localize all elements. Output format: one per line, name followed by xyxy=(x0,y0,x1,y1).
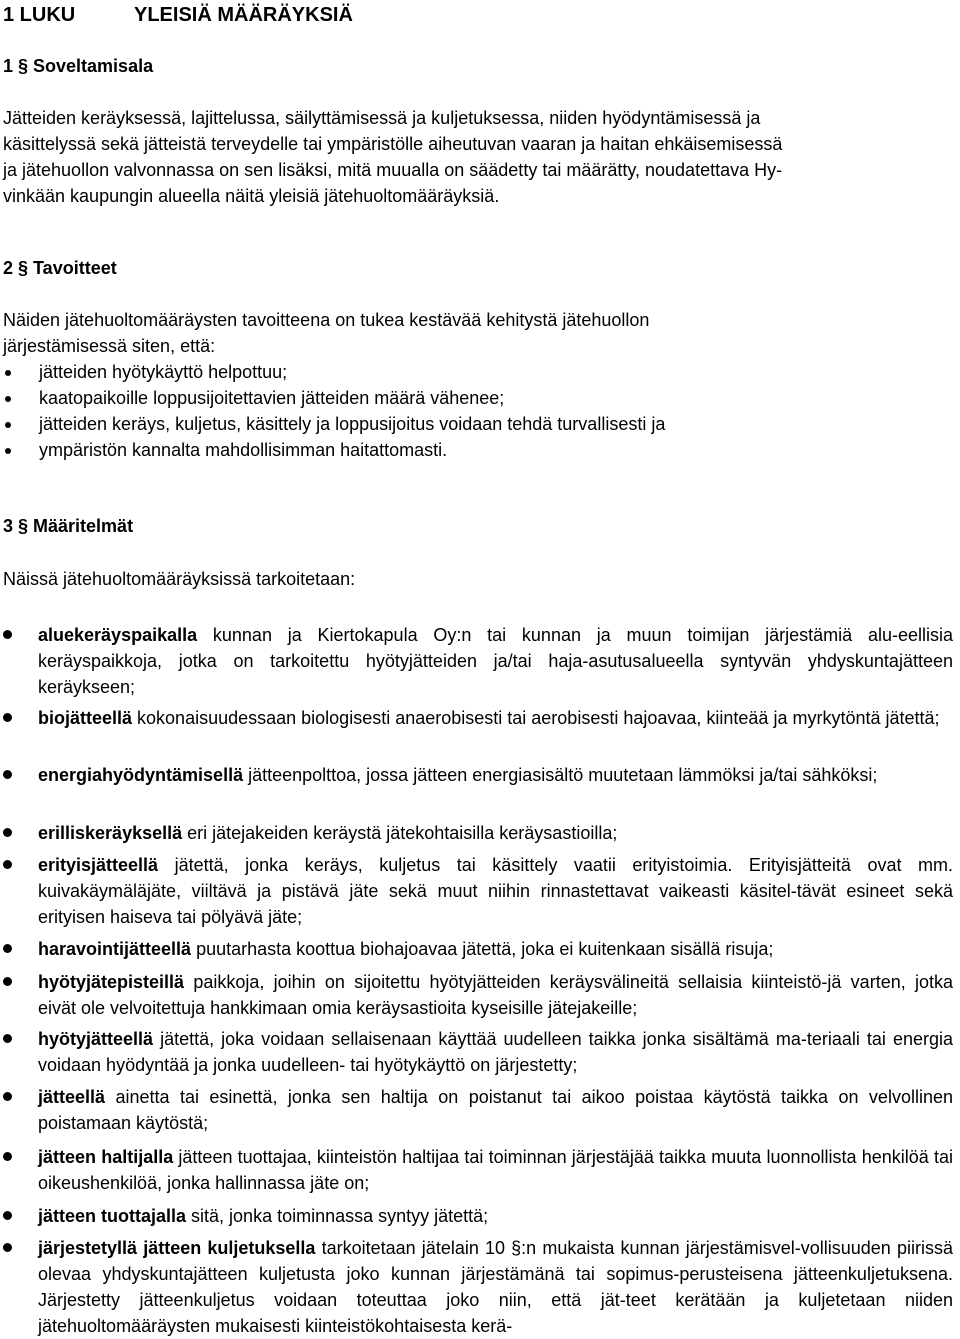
definition-item xyxy=(3,1026,957,1078)
definition-text: ainetta tai esinettä, jonka sen haltija on poistanut tai aikoo poistaa käytöstä taikka on velvollinen poistamaan käytöstä; xyxy=(38,1087,953,1133)
section-2-intro xyxy=(3,307,957,359)
bullet-icon xyxy=(3,944,12,953)
paragraph-line: vinkään kaupungin alueella näitä yleisiä jätehuoltomääräyksiä. xyxy=(3,186,500,206)
bullet-icon xyxy=(3,1092,12,1101)
definition-term: jätteen tuottajalla xyxy=(38,1206,187,1226)
definition-term: jätteellä xyxy=(38,1087,106,1107)
bullet-icon xyxy=(3,977,12,986)
definition-text: jätettä, joka voidaan sellaisenaan käyttää uudelleen taikka jonka sisältämä ma-teriaali tai energia voidaan hyödyntää ja jonka uudelleen- tai hyötykäyttö on järjestetty; xyxy=(38,1029,953,1075)
definition-item xyxy=(3,622,957,700)
bullet-icon xyxy=(3,860,12,869)
list-item: jätteiden keräys, kuljetus, käsittely ja loppusijoitus voidaan tehdä turvallisesti ja xyxy=(3,411,665,437)
section-2-title: 2 § Tavoitteet xyxy=(3,258,117,278)
definition-text: jätteen tuottajaa, kiinteistön haltijaa tai toiminnan järjestäjää taikka muuta luonnollista henkilöä tai oikeushenkilöä, jonka hallinnassa jäte on; xyxy=(38,1147,953,1193)
list-item: ympäristön kannalta mahdollisimman haitattomasti. xyxy=(3,437,665,463)
bullet-icon xyxy=(5,448,11,454)
definition-item xyxy=(3,852,957,930)
bullet-icon xyxy=(3,713,12,722)
chapter-number: 1 LUKU xyxy=(3,4,76,26)
definition-text: eri jätejakeiden keräystä jätekohtaisilla keräysastioilla; xyxy=(182,823,618,843)
definition-item xyxy=(3,705,957,731)
bullet-icon xyxy=(3,630,12,639)
definition-term: järjestetyllä jätteen kuljetuksella xyxy=(38,1238,316,1258)
definition-text: sitä, jonka toiminnassa syntyy jätettä; xyxy=(186,1206,489,1226)
bullet-icon xyxy=(5,422,11,428)
bullet-icon xyxy=(5,396,11,402)
chapter-title: YLEISIÄ MÄÄRÄYKSIÄ xyxy=(134,4,353,26)
definition-item xyxy=(3,1235,957,1339)
paragraph-line: ja jätehuollon valvonnassa on sen lisäksi, mitä muualla on säädetty tai määrätty, noudatettava Hy- xyxy=(3,160,783,180)
definition-term: hyötyjätepisteillä xyxy=(38,972,185,992)
definition-item xyxy=(3,1084,957,1136)
section-3-intro: Näissä jätehuoltomääräyksissä tarkoitetaan: xyxy=(3,569,356,589)
paragraph-line: järjestämisessä siten, että: xyxy=(3,336,216,356)
definition-item xyxy=(3,820,957,846)
definition-item xyxy=(3,969,957,1021)
definition-item xyxy=(3,936,957,962)
bullet-icon xyxy=(3,1152,12,1161)
definition-term: erilliskeräyksellä xyxy=(38,823,183,843)
section-1-title: 1 § Soveltamisala xyxy=(3,56,154,76)
bullet-icon xyxy=(3,828,12,837)
definition-term: jätteen haltijalla xyxy=(38,1147,174,1167)
definition-item xyxy=(3,1203,957,1229)
paragraph-line: käsittelyssä sekä jätteistä terveydelle tai ympäristölle aiheutuvan vaaran ja haitan ehkäisemisessä xyxy=(3,134,783,154)
definition-text: kokonaisuudessaan biologisesti anaerobisesti tai aerobisesti hajoavaa, kiinteää ja myrkytöntä jätettä; xyxy=(132,708,940,728)
definition-text: kunnan ja Kiertokapula Oy:n tai kunnan ja muun toimijan järjestämiä alu-eellisia keräyspaikkoja, jotka on tarkoitettu hyötyjätteiden ja/tai haja-asutusalueella syntyvän yhdyskuntajätteen keräykseen; xyxy=(38,625,953,697)
definition-text: puutarhasta koottua biohajoavaa jätettä, joka ei kuitenkaan sisällä risuja; xyxy=(191,939,774,959)
section-1-paragraph xyxy=(3,105,957,209)
definition-term: aluekeräyspaikalla xyxy=(38,625,198,645)
definition-item xyxy=(3,762,957,788)
bullet-icon xyxy=(5,370,11,376)
list-item: jätteiden hyötykäyttö helpottuu; xyxy=(3,359,665,385)
chapter-heading xyxy=(3,4,353,27)
definition-text: paikkoja, joihin on sijoitettu hyötyjätteiden keräysvälineitä sellaisia kiinteistö-jä varten, jotka eivät ole velvoitettuja hankkimaan omia keräysastioita kyseisille jätejakeille; xyxy=(38,972,953,1018)
paragraph-line: Jätteiden keräyksessä, lajittelussa, säilyttämisessä ja kuljetuksessa, niiden hyödyntämisessä ja xyxy=(3,108,761,128)
definition-term: haravointijätteellä xyxy=(38,939,192,959)
definition-term: hyötyjätteellä xyxy=(38,1029,154,1049)
definition-term: biojätteellä xyxy=(38,708,133,728)
goals-list xyxy=(3,359,665,463)
bullet-icon xyxy=(3,1034,12,1043)
bullet-icon xyxy=(3,1243,12,1252)
section-3-title: 3 § Määritelmät xyxy=(3,516,134,536)
definition-term: energiahyödyntämisellä xyxy=(38,765,244,785)
definition-text: tarkoitetaan jätelain 10 §:n mukaista kunnan järjestämisvel-vollisuuden piirissä olevaa yhdyskuntajätteen kuljetusta joko kunnan järjestämänä tai sopimus-perusteisena jätteenkuljetuksena. Järjestetty jätteenkuljetus voidaan toteuttaa joko niin, että jät-teet kerätään ja kuljetetaan niiden jätehuoltomääräysten mukaisesti kiinteistökohtaisesta kerä- xyxy=(38,1238,953,1336)
bullet-icon xyxy=(3,1211,12,1220)
paragraph-line: Näiden jätehuoltomääräysten tavoitteena on tukea kestävää kehitystä jätehuollon xyxy=(3,310,650,330)
bullet-icon xyxy=(3,770,12,779)
list-item: kaatopaikoille loppusijoitettavien jätteiden määrä vähenee; xyxy=(3,385,665,411)
definition-text: jätteenpolttoa, jossa jätteen energiasisältö muutetaan lämmöksi ja/tai sähköksi; xyxy=(243,765,878,785)
definition-item xyxy=(3,1144,957,1196)
definition-text: jätettä, jonka keräys, kuljetus tai käsittely vaatii erityistoimia. Erityisjätteitä ovat mm. kuivakäymäläjäte, viiltävä ja pistävä jäte sekä muut niihin rinnastettavat vaikeasti käsitel-tävät esineet sekä erityisen haiseva tai pölyävä jäte; xyxy=(38,855,953,927)
definition-term: erityisjätteellä xyxy=(38,855,159,875)
